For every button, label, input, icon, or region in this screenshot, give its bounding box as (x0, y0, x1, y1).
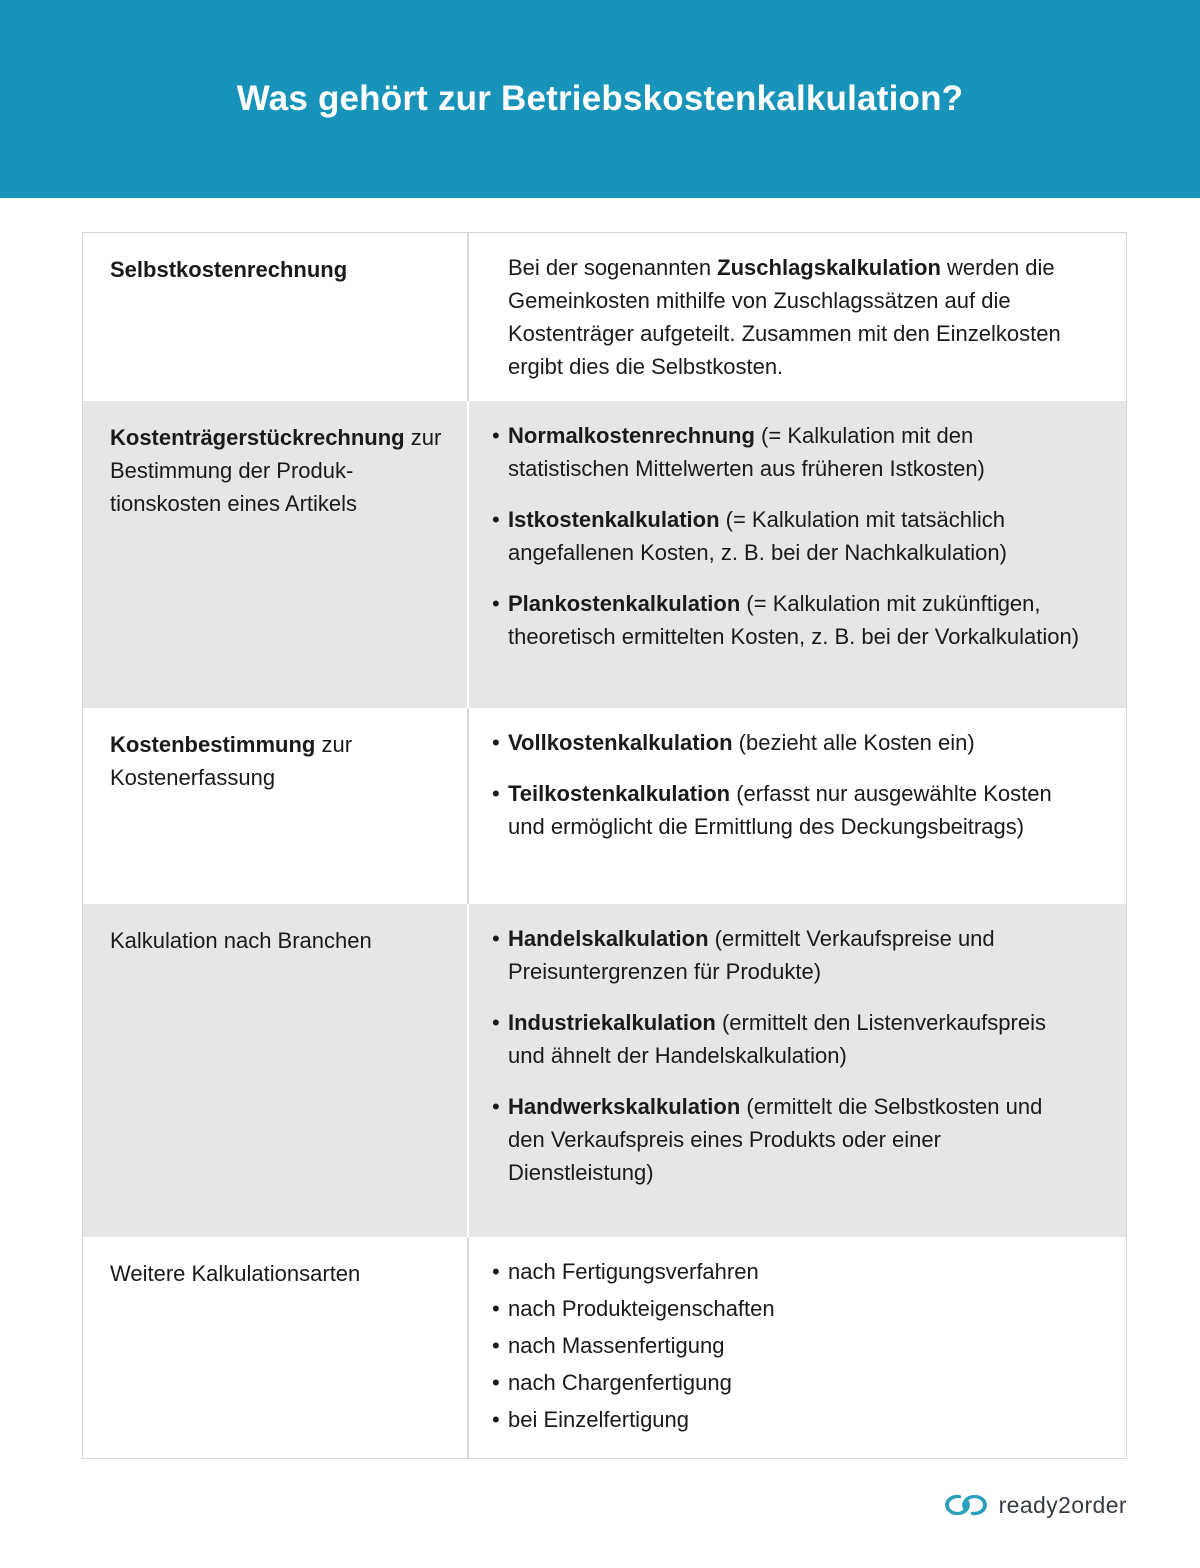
detail-item-text: bei Einzelfertigung (508, 1407, 690, 1432)
detail-item-text: nach Chargenfertigung (508, 1370, 732, 1395)
category-subtitle: zur Bestimmung der Produktionskosten eines Artikels (110, 425, 442, 516)
row-detail-cell (469, 708, 1126, 904)
row-detail-cell (469, 233, 1126, 401)
table-row (83, 1237, 1126, 1458)
row-category-cell (83, 233, 469, 401)
detail-item (508, 419, 1084, 485)
detail-item-term: Istkostenkalkulation (508, 507, 720, 532)
detail-item-text: (bezieht alle Kosten ein) (732, 730, 975, 755)
detail-item (508, 587, 1084, 653)
detail-item-text: nach Massenfertigung (508, 1333, 725, 1358)
detail-item-term: Vollkostenkalkulation (508, 730, 733, 755)
detail-item-text: (ermittelt Verkaufspreise und Preisuntergrenzen für Produkte) (508, 926, 995, 984)
detail-item-term: Handwerkskalkulation (508, 1094, 741, 1119)
detail-item-term: Normalkostenrechnung (508, 423, 755, 448)
detail-item-text: nach Produkteigenschaften (508, 1296, 775, 1321)
row-detail-cell (469, 1237, 1126, 1458)
detail-item-text: (ermittelt die Selbstkosten und den Verkaufspreis eines Produkts oder einer Dienstleistung) (508, 1094, 1043, 1185)
detail-item-text: (= Kalkulation mit tatsächlich angefallenen Kosten, z. B. bei der Nachkalkulation) (508, 507, 1007, 565)
footer (944, 1490, 1127, 1520)
category-subtitle: Weitere Kalkulationsarten (110, 1261, 361, 1286)
category-title: Selbstkostenrechnung (110, 257, 348, 282)
detail-item (508, 1292, 1084, 1325)
detail-item-term: Zuschlagskalkulation (717, 255, 941, 280)
ready2order-logo-icon (944, 1490, 988, 1520)
row-category-cell (83, 708, 469, 904)
row-category-cell (83, 401, 469, 708)
table-row (83, 708, 1126, 904)
detail-item-term: Industriekalkulation (508, 1010, 716, 1035)
category-title: Kostenträgerstückrechnung (110, 425, 405, 450)
detail-item (508, 1255, 1084, 1288)
detail-item (508, 251, 1084, 383)
detail-item-text: (= Kalkulation mit zukünftigen, theoretisch ermittelten Kosten, z. B. bei der Vorkalkulation) (508, 591, 1080, 649)
detail-item (508, 1403, 1084, 1436)
detail-item-term: Teilkostenkalkulation (508, 781, 731, 806)
table-row (83, 233, 1126, 401)
table-row (83, 904, 1126, 1237)
table-row (83, 401, 1126, 708)
detail-item (508, 726, 1084, 759)
row-detail-cell (469, 904, 1126, 1237)
cost-calculation-table (82, 232, 1127, 1459)
header-banner (0, 0, 1200, 198)
category-subtitle: zur Kostenerfassung (110, 732, 353, 790)
row-detail-cell (469, 401, 1126, 708)
detail-item (508, 1090, 1084, 1189)
detail-item (508, 922, 1084, 988)
brand-logo-text: ready2order (998, 1491, 1127, 1518)
detail-item-text: nach Fertigungsverfahren (508, 1259, 759, 1284)
detail-item (508, 777, 1084, 843)
detail-item (508, 1366, 1084, 1399)
detail-item-term: Plankostenkalkulation (508, 591, 741, 616)
detail-item (508, 1329, 1084, 1362)
detail-item (508, 1006, 1084, 1072)
detail-item-text: (= Kalkulation mit den statistischen Mittelwerten aus früheren Istkosten) (508, 423, 985, 481)
row-category-cell (83, 1237, 469, 1458)
detail-item-text: (ermittelt den Listenverkaufspreis und ähnelt der Handelskalkulation) (508, 1010, 1046, 1068)
detail-item-text: werden die Gemeinkosten mithilfe von Zuschlagssätzen auf die Kostenträger aufgeteilt. Zusammen mit den Einzelkosten ergibt dies die Selbstkosten. (508, 255, 1061, 379)
category-subtitle: Kalkulation nach Branchen (110, 928, 372, 953)
detail-item-text-pre: Bei der sogenannten (508, 255, 718, 280)
detail-item (508, 503, 1084, 569)
page-title: Was gehört zur Betriebskostenkalkulation? (236, 79, 964, 118)
row-category-cell (83, 904, 469, 1237)
category-title: Kostenbestimmung (110, 732, 316, 757)
detail-item-term: Handelskalkulation (508, 926, 709, 951)
detail-item-text: (erfasst nur ausgewählte Kosten und ermöglicht die Ermittlung des Deckungsbeitrags) (508, 781, 1052, 839)
